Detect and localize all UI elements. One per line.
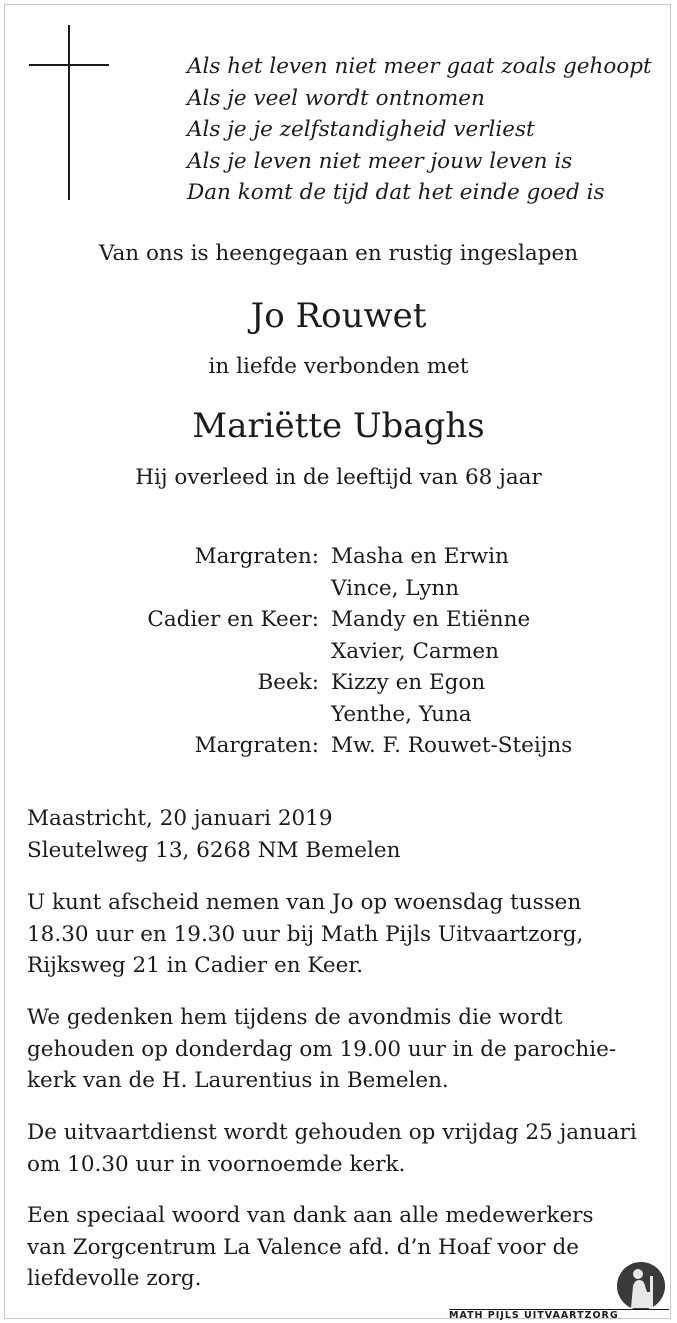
family-names: Mw. F. Rouwet-Steijns <box>331 733 573 758</box>
intro-text: Van ons is heengegaan en rustig ingeslapen <box>98 241 579 266</box>
cross-icon-horizontal <box>29 64 109 66</box>
paragraph-line: om 10.30 uur in voornoemde kerk. <box>27 1151 406 1177</box>
family-row <box>0 730 677 762</box>
poem <box>187 51 652 209</box>
funeral-home-logo-icon <box>617 1262 665 1310</box>
paragraph-funeral-service <box>27 1117 637 1180</box>
paragraph-evening-mass <box>27 1002 616 1097</box>
family-row <box>0 541 677 573</box>
paragraph-thanks <box>27 1200 594 1295</box>
family-names: Mandy en Etiënne <box>331 607 531 632</box>
paragraph-line: 18.30 uur en 19.30 uur bij Math Pijls Uitvaartzorg, <box>27 921 584 947</box>
address: Sleutelweg 13, 6268 NM Bemelen <box>27 837 401 863</box>
paragraph-line: van Zorgcentrum La Valence afd. d’n Hoaf voor de <box>27 1234 579 1260</box>
paragraph-line: kerk van de H. Laurentius in Bemelen. <box>27 1068 449 1093</box>
family-row <box>0 604 677 636</box>
deceased-name: Jo Rouwet <box>250 296 427 336</box>
family-place <box>0 636 319 668</box>
family-names: Yenthe, Yuna <box>331 701 472 727</box>
funeral-home-logo-text: MATH PIJLS UITVAARTZORG <box>449 1310 619 1321</box>
family-names: Masha en Erwin <box>331 544 509 569</box>
family-row <box>0 699 677 731</box>
family-row <box>0 667 677 699</box>
paragraph-line: gehouden op donderdag om 19.00 uur in de parochie- <box>27 1036 617 1062</box>
age-text: Hij overleed in de leeftijd van 68 jaar <box>135 465 542 490</box>
family-names: Vince, Lynn <box>331 575 460 601</box>
poem-line: Dan komt de tijd dat het einde goed is <box>187 180 605 205</box>
poem-line: Als het leven niet meer gaat zoals gehoopt <box>187 54 652 79</box>
paragraph-line: U kunt afscheid nemen van Jo op woensdag tussen <box>27 890 582 915</box>
bond-text: in liefde verbonden met <box>208 354 469 379</box>
family-place: Margraten: <box>194 544 319 569</box>
poem-line: Als je leven niet meer jouw leven is <box>187 148 573 174</box>
family-row <box>0 636 677 668</box>
family-names: Xavier, Carmen <box>331 638 499 664</box>
family-place <box>0 699 319 731</box>
paragraph-line: liefdevolle zorg. <box>27 1266 202 1291</box>
paragraph-visitation <box>27 887 583 982</box>
cross-icon-vertical <box>68 25 70 200</box>
family-names: Kizzy en Egon <box>331 670 486 695</box>
partner-name: Mariëtte Ubaghs <box>192 406 485 446</box>
poem-line: Als je veel wordt ontnomen <box>187 85 485 111</box>
paragraph-line: Een speciaal woord van dank aan alle medewerkers <box>27 1203 594 1228</box>
paragraph-line: We gedenken hem tijdens de avondmis die wordt <box>27 1005 563 1030</box>
paragraph-line: De uitvaartdienst wordt gehouden op vrijdag 25 januari <box>27 1120 637 1145</box>
place-date-address <box>27 803 400 866</box>
family-place: Beek: <box>257 670 319 695</box>
family-row <box>0 573 677 605</box>
family-place: Margraten: <box>194 733 319 758</box>
family-place: Cadier en Keer: <box>147 607 319 632</box>
place-date: Maastricht, 20 januari 2019 <box>27 806 333 831</box>
family-list <box>0 541 677 762</box>
poem-line: Als je je zelfstandigheid verliest <box>187 117 535 142</box>
family-place <box>0 573 319 605</box>
paragraph-line: Rijksweg 21 in Cadier en Keer. <box>27 953 364 978</box>
